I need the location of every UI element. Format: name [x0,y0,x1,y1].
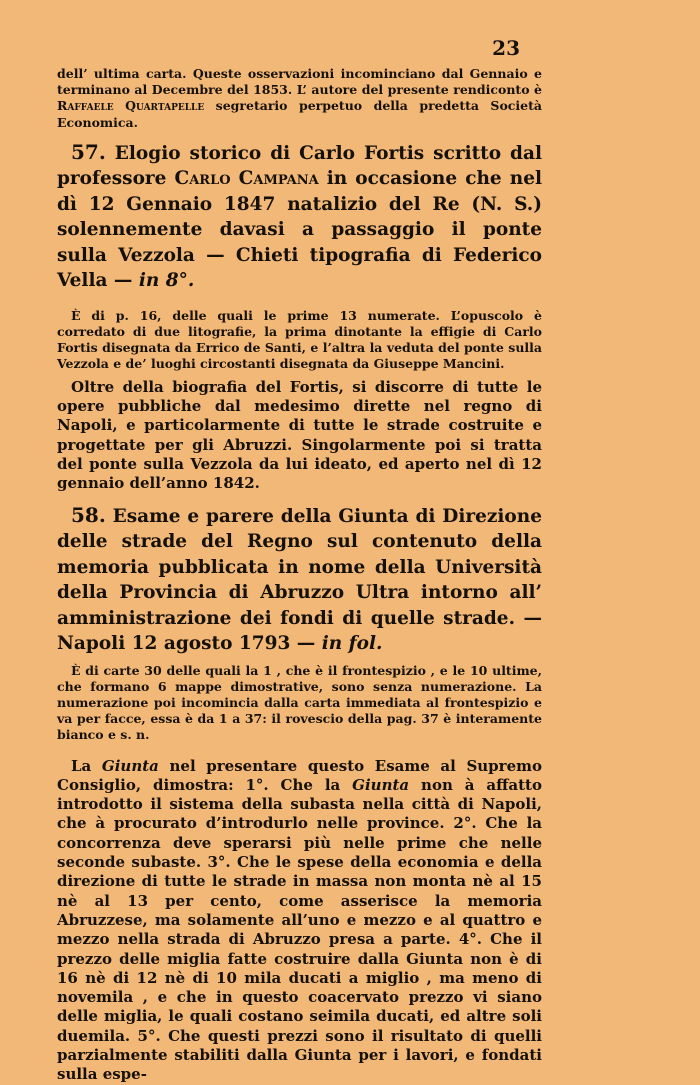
entry-58-number: 58. [71,502,106,527]
continuation-text: dell’ ultima carta. Queste osservazioni incominciano dal Gennaio e terminano al Decembre del 1853. L’ autore del presente rendiconto è [57,66,542,98]
page-number: 23 [492,36,520,60]
entry-58-description [57,757,542,1085]
entry-58-giunta-1: Giunta [101,756,159,775]
entry-57-title: Elogio storico di Carlo Fortis scritto dal professore [57,142,542,190]
entry-58-desc-c: non à affatto introdotto il sistema della subasta nella città di Napoli, che à procurato d’introdurlo nelle province. 2°. Che la concorrenza deve sperarsi più nelle prime che nelle seconde subaste. 3°. Che le spese della economia e della direzione di tutte le strade in massa non monta nè al 15 nè al 13 per cento, come asserisce la memoria Abruzzese, ma solamente all’uno e mezzo e al quattro e mezzo nella strada di Abruzzo presa a parte. 4°. Che il prezzo delle miglia fatte costruire dalla Giunta non è di 16 nè di 12 nè di 10 mila ducati a miglio , ma meno di novemila , e che in questo coacervato prezzo vi siano delle miglia, le quali costano seimila ducati, ed altre soli duemila. 5°. Che questi prezzi sono il risultato di quelli parzialmente stabiliti dalla Giunta per i lavori, e fondati sulla espe- [57,775,542,1084]
entry-58-title: Esame e parere della Giunta di Direzione delle strade del Regno sul contenuto della memoria pubblicata in nome della Università della Provincia di Abruzzo Ultra intorno all’ amministrazione dei fondi di quelle strade. — Napoli 12 agosto 1793 — [57,505,542,655]
entry-57-note: È di p. 16, delle quali le prime 13 numerate. L’opuscolo è corredato di due litografie, la prima dinotante la effigie di Carlo Fortis disegnata da Errico de Santi, e l’altra la veduta del ponte sulla Vezzola e de’ luoghi circostanti disegnata da Giuseppe Mancini. [57,307,542,371]
entry-57-heading [57,140,542,294]
continuation-text-2: segretario perpetuo della predetta Società Economica. [57,98,542,130]
entry-58-desc-b: nel presentare questo Esame al Supremo Consiglio, dimostra: 1°. Che la [57,756,542,794]
entry-58-giunta-2: Giunta [352,775,410,794]
entry-57-format: in 8°. [138,270,195,292]
entry-57-author: Carlo Campana [174,168,319,190]
entry-57-number: 57. [71,139,106,164]
entry-58-heading [57,503,542,657]
entry-57-description: Oltre della biografia del Fortis, si discorre di tutte le opere pubbliche dal medesimo dirette nel regno di Napoli, e particolarmente di tutte le strade costruite e progettate per gli Abruzzi. Singolarmente poi si tratta del ponte sulla Vezzola da lui ideato, ed aperto nel dì 12 gennaio dell’anno 1842. [57,377,542,493]
entry-58-note: È di carte 30 delle quali la 1 , che è il frontespizio , e le 10 ultime, che formano 6 mappe dimostrative, sono senza numerazione. La numerazione poi incomincia dalla carta immediata al frontespizio e va per facce, essa è da 1 a 37: il rovescio della pag. 37 è interamente bianco e s. n. [57,662,542,742]
continuation-paragraph [57,66,542,131]
entry-58-format: in fol. [321,633,383,655]
entry-57-title-2: in occasione che nel dì 12 Gennaio 1847 natalizio del Re (N. S.) solennemente davasi a passaggio il ponte sulla Vezzola — Chieti tipografia di Federico Vella — [57,168,542,292]
page-content [57,66,542,1085]
continuation-author: Raffaele Quartapelle [57,98,205,114]
entry-58-desc-a: La [71,756,102,775]
